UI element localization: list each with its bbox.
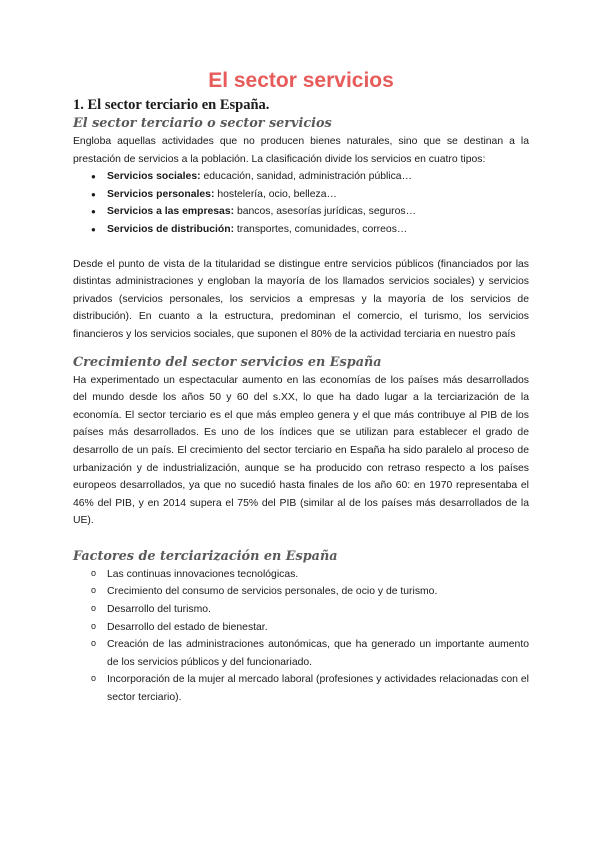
- list-item: [91, 168, 529, 186]
- list-item-text: Las continuas innovaciones tecnológicas.: [107, 568, 299, 580]
- factors-list: [73, 566, 529, 707]
- service-types-list: [73, 168, 529, 238]
- list-item-text: Desarrollo del turismo.: [107, 604, 211, 616]
- spacer: [73, 239, 529, 256]
- list-item: [91, 619, 529, 637]
- list-item-label: Servicios de distribución:: [107, 223, 235, 235]
- list-item: [91, 601, 529, 619]
- list-item: [91, 186, 529, 204]
- page-title: El sector servicios: [208, 69, 394, 92]
- list-item-text: transportes, comunidades, correos…: [234, 223, 408, 235]
- document-page: [73, 68, 529, 707]
- list-item: [91, 583, 529, 601]
- list-item-text: Crecimiento del consumo de servicios personales, de ocio y de turismo.: [107, 586, 438, 598]
- spacer: [73, 530, 529, 547]
- section-subheading: El sector terciario o sector servicios: [73, 116, 332, 131]
- list-item-text: Creación de las administraciones autonómicas, que ha generado un importante aumento de los servicios públicos y del funcionariado.: [107, 639, 529, 668]
- section-heading: 1. El sector terciario en España.: [73, 97, 270, 113]
- list-item-label: Servicios personales:: [107, 188, 215, 200]
- list-item: [91, 221, 529, 239]
- list-item: [91, 566, 529, 584]
- spacer: [73, 344, 529, 353]
- ownership-paragraph: Desde el punto de vista de la titularidad se distingue entre servicios públicos (financiados por las distintas administraciones y engloban la mayoría de los llamados servicios sociales) y servicios privados (servicios personales, los servicios a empresas y la mayoría de los servicios de distribución). En cuanto a la estructura, predominan el comercio, el turismo, los servicios financieros y los servicios sociales, que suponen el 80% de la actividad terciaria en nuestro país: [73, 258, 529, 340]
- list-item: [91, 636, 529, 671]
- list-item-label: Servicios a las empresas:: [107, 206, 235, 218]
- list-item-text: bancos, asesorías jurídicas, seguros…: [234, 206, 417, 218]
- list-item: [91, 203, 529, 221]
- intro-paragraph: Engloba aquellas actividades que no producen bienes naturales, sino que se destinan a la prestación de servicios a la población. La clasificación divide los servicios en cuatro tipos:: [73, 136, 529, 165]
- section-subheading: Factores de terciarización en España: [73, 548, 338, 564]
- list-item-text: Incorporación de la mujer al mercado laboral (profesiones y actividades relacionadas con el sector terciario).: [107, 674, 529, 704]
- list-item-text: hostelería, ocio, belleza…: [214, 188, 337, 200]
- section-subheading: Crecimiento del sector servicios en España: [73, 354, 382, 370]
- list-item-text: Desarrollo del estado de bienestar.: [107, 621, 268, 633]
- list-item: [91, 671, 529, 706]
- list-item-label: Servicios sociales:: [107, 171, 201, 183]
- list-item-text: educación, sanidad, administración pública…: [200, 171, 412, 183]
- growth-paragraph: Ha experimentado un espectacular aumento en las economías de los países más desarrollados del mundo desde los años 50 y 60 del s.XX, lo que ha dado lugar a la terciarización de la economía. El sector terciario es el que más empleo genera y el que más contribuye al PIB de los países más desarrollados. Es uno de los índices que se utilizan para establecer el grado de desarrollo de un país. El crecimiento del sector terciario en España ha sido paralelo al proceso de urbanización y de industrialización, aunque se ha producido con retraso respecto a los países europeos desarrollados, ya que no sucedió hasta finales de los año 60: en 1970 representaba el 46% del PIB, y en 2014 supera el 75% del PIB (similar al de los países más desarrollados de la UE).: [73, 374, 529, 527]
